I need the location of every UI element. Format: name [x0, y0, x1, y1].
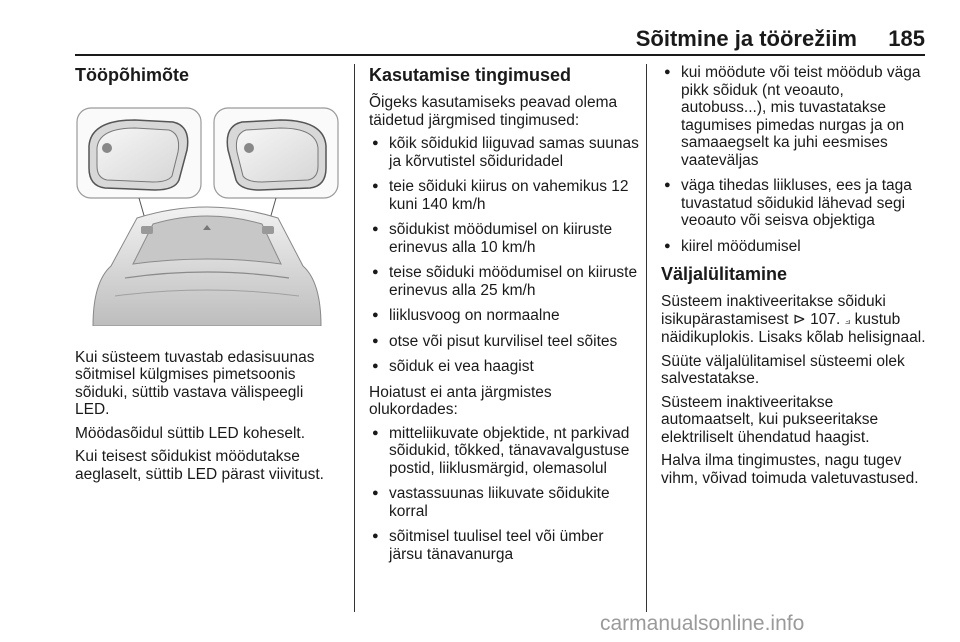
cross-reference-arrow-icon: ⊳	[792, 310, 806, 328]
column-divider	[646, 64, 647, 612]
section-title: Sõitmine ja töörežiim	[635, 26, 857, 51]
no-warning-list	[369, 425, 639, 564]
paragraph: Õigeks kasutamiseks peavad olema täidetud järgmised tingimused:	[369, 94, 618, 129]
heading-operating-principle: Tööpõhimõte	[75, 65, 189, 85]
list-item: ● sõiduk ei vea haagist	[369, 358, 639, 376]
column-3	[661, 64, 929, 493]
list-item: ● teie sõiduki kiirus on vahemikus 12 kuni 140 km/h	[369, 178, 639, 213]
paragraph: Möödasõidul süttib LED koheselt.	[75, 424, 306, 442]
list-item: ● otse või pisut kurvilisel teel sõites	[369, 333, 639, 351]
list-item: ● mitteliikuvate objektide, nt parkivad sõidukid, tõkked, tänavavalgustuse postid, liiklusmärgid, olemasolul	[369, 425, 639, 478]
conditions-list	[369, 135, 639, 376]
list-item: ● liiklusvoog on normaalne	[369, 307, 639, 325]
list-item: ● kõik sõidukid liiguvad samas suunas ja kõrvutistel sõiduridadel	[369, 135, 639, 170]
blind-spot-led-icon	[102, 143, 112, 153]
list-item: ● väga tihedas liikluses, ees ja taga tuvastatud sõidukid lähevad segi veoauto või seisva objektiga	[661, 177, 929, 230]
watermark: carmanualsonline.info	[600, 612, 805, 635]
page-header	[75, 24, 925, 56]
paragraph: Kui süsteem tuvastab edasisuunas sõitmisel külgmises pimetsoonis sõiduki, süttib vastava välispeegli LED.	[75, 348, 315, 418]
blind-spot-led-icon	[244, 143, 254, 153]
blind-spot-indicator-icon: ⟓	[844, 312, 851, 327]
list-item: ● kui möödute või teist möödub väga pikk sõiduk (nt veoauto, autobuss...), mis tuvastatakse tagumises pimedas nurgas ja on samaaegselt ka juhi eesmises vaateväljas	[661, 64, 929, 169]
paragraph: Süüte väljalülitamisel süsteemi olek salvestatakse.	[661, 352, 905, 387]
paragraph: Kui teisest sõidukist möödutakse aeglaselt, süttib LED pärast viivitust.	[75, 448, 324, 483]
list-item: ● teise sõiduki möödumisel on kiiruste erinevus alla 25 km/h	[369, 264, 639, 299]
paragraph: Süsteem inaktiveeritakse sõiduki isikupärastamisest ⊳ 107. ⟓ kustub näidikuplokis. Lisaks kõlab helisignaal.	[661, 293, 926, 346]
page-reference-link[interactable]: 107.	[810, 310, 841, 328]
column-2	[369, 64, 639, 571]
list-item: ● sõidukist möödumisel on kiiruste erinevus alla 10 km/h	[369, 221, 639, 256]
heading-deactivation: Väljalülitamine	[661, 264, 788, 284]
paragraph: Süsteem inaktiveeritakse automaatselt, kui pukseeritakse elektriliselt ühendatud haagist.	[661, 393, 879, 446]
list-item: ● vastassuunas liikuvate sõidukite korral	[369, 485, 639, 520]
list-item: ● sõitmisel tuulisel teel või ümber järsu tänavanurga	[369, 528, 639, 563]
column-1	[75, 64, 340, 489]
heading-usage-conditions: Kasutamise tingimused	[369, 65, 572, 85]
paragraph: Halva ilma tingimustes, nagu tugev vihm, võivad toimuda valetuvastused.	[661, 452, 919, 487]
column-divider	[354, 64, 355, 612]
paragraph: Hoiatust ei anta järgmistes olukordades:	[369, 383, 552, 418]
list-item: ● kiirel möödumisel	[661, 238, 929, 256]
page-number: 185	[888, 26, 925, 51]
mirror-illustration	[75, 106, 340, 326]
no-warning-list-continued	[661, 64, 929, 255]
